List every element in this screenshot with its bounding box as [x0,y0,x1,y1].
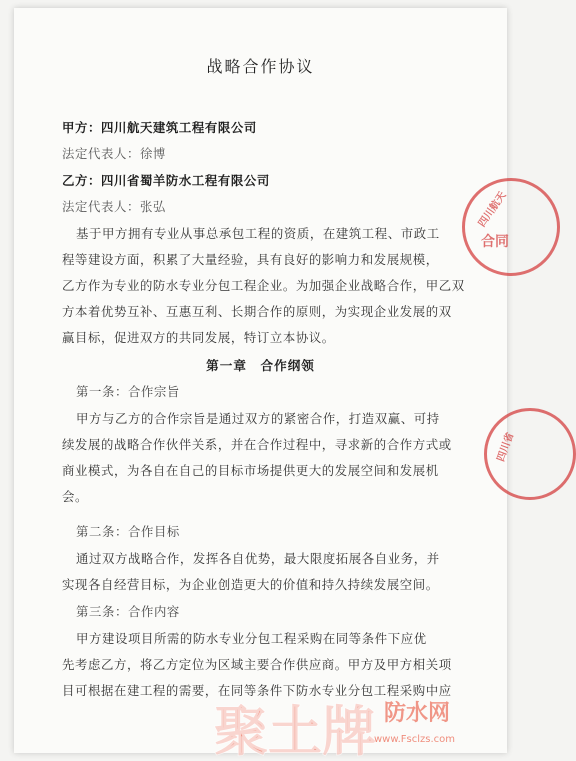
article-line: 甲方与乙方的合作宗旨是通过双方的紧密合作，打造双赢、可持 [76,411,440,426]
intro-line: 程等建设方面，积累了大量经验，具有良好的影响力和发展规模， [62,252,439,267]
intro-line: 方本着优势互补、互惠互利、长期合作的原则，为实现企业发展的双 [62,304,452,319]
watermark-brand: 聚土牌 [214,700,376,761]
article-line: 会。 [62,489,88,504]
intro-line: 乙方作为专业的防水专业分包工程企业。为加强企业战略合作，甲乙双 [62,278,465,293]
seal-sub-text: 合同 [481,234,509,250]
watermark-site-name: 防水网 [384,701,451,726]
article-line: 商业模式，为各自在自己的目标市场提供更大的发展空间和发展机 [62,463,439,478]
party-b-representative: 法定代表人：张弘 [62,199,166,214]
intro-line: 赢目标，促进双方的共同发展，特订立本协议。 [62,330,335,345]
article-line: 甲方建设项目所需的防水专业分包工程采购在同等条件下应优 [76,631,427,646]
seal-text: 四川航天 [476,190,509,230]
article-3-title: 第三条：合作内容 [76,604,180,619]
document-title: 战略合作协议 [206,57,315,76]
company-seal-stamp [462,178,560,276]
article-line: 通过双方战略合作，发挥各自优势，最大限度拓展各自业务，并 [76,551,440,566]
party-a-representative: 法定代表人：徐博 [62,146,166,161]
chapter-heading: 第一章 合作纲领 [206,358,315,373]
contract-seal-stamp [484,408,576,500]
watermark-url: www.Fsclzs.com [374,734,456,745]
article-line: 目可根据在建工程的需要，在同等条件下防水专业分包工程采购中应 [62,683,452,698]
party-b: 乙方：四川省蜀羊防水工程有限公司 [62,173,270,188]
article-1-title: 第一条：合作宗旨 [76,384,180,399]
article-line: 续发展的战略合作伙伴关系，并在合作过程中，寻求新的合作方式或 [62,437,452,452]
article-line: 先考虑乙方，将乙方定位为区域主要合作供应商。甲方及甲方相关项 [62,657,452,672]
party-a: 甲方：四川航天建筑工程有限公司 [62,120,257,135]
intro-line: 基于甲方拥有专业从事总承包工程的资质，在建筑工程、市政工 [76,226,440,241]
article-line: 实现各自经营目标，为企业创造更大的价值和持久持续发展空间。 [62,577,439,592]
seal-text: 四川省 [495,431,517,464]
document-page [14,8,517,761]
article-2-title: 第二条：合作目标 [76,524,180,539]
